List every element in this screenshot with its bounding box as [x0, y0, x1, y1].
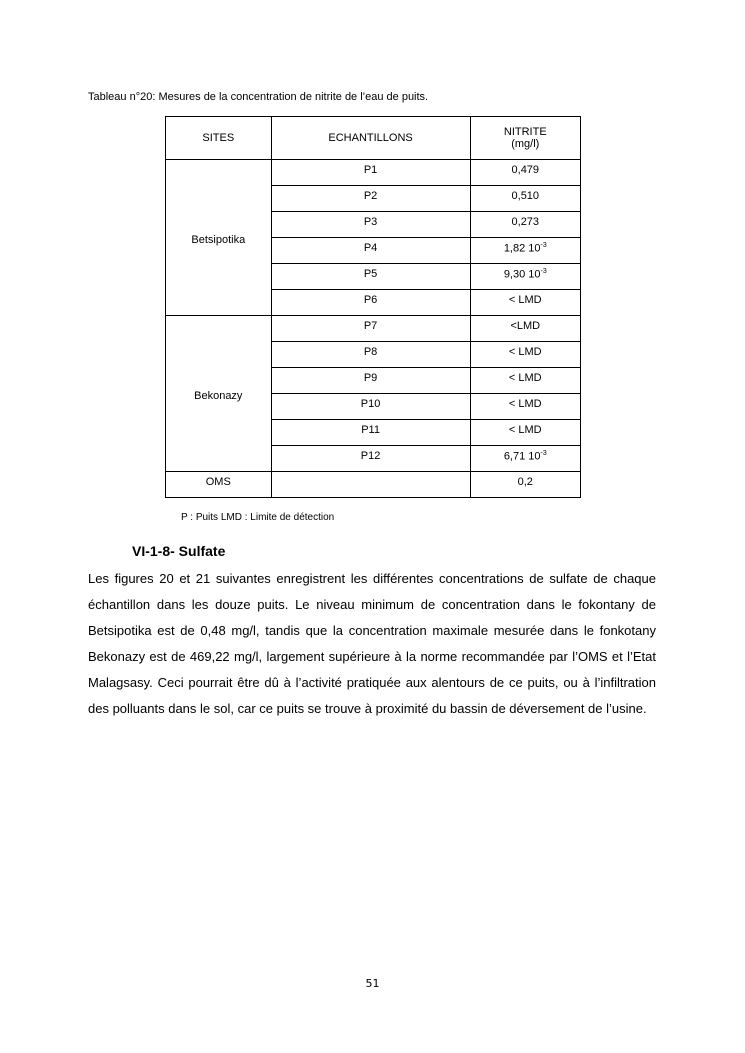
nitrite-exponent: -3: [540, 242, 547, 249]
nitrite-value-cell: [470, 186, 580, 212]
table-header-row: [166, 117, 581, 160]
table-caption: Tableau n°20: Mesures de la concentration de nitrite de l’eau de puits.: [88, 91, 429, 103]
nitrite-value-cell: [470, 420, 580, 446]
nitrite-value: 6,71 10: [503, 450, 541, 463]
oms-site-cell: OMS: [166, 472, 272, 498]
nitrite-value: 9,30 10: [503, 268, 541, 281]
sample-cell: P11: [271, 420, 470, 446]
nitrite-value: 0,273: [511, 216, 540, 228]
header-sites: SITES: [166, 117, 272, 160]
nitrite-value-cell: [470, 394, 580, 420]
nitrite-value: < LMD: [508, 398, 542, 410]
sample-cell: P4: [271, 238, 470, 264]
nitrite-value-cell: [470, 212, 580, 238]
header-nitrite: [470, 117, 580, 160]
nitrite-value: <LMD: [510, 320, 541, 332]
table-row: [166, 160, 581, 186]
sample-cell: P12: [271, 446, 470, 472]
sample-cell: P6: [271, 290, 470, 316]
sample-cell: P5: [271, 264, 470, 290]
sample-cell: P2: [271, 186, 470, 212]
nitrite-exponent: -3: [540, 268, 547, 275]
nitrite-value: < LMD: [508, 346, 542, 358]
table-legend: P : Puits LMD : Limite de détection: [181, 512, 335, 523]
nitrite-value: 0,510: [511, 190, 540, 202]
header-nitrite-unit: (mg/l): [511, 138, 540, 150]
nitrite-value: < LMD: [508, 294, 542, 306]
section-title: VI-1-8- Sulfate: [132, 543, 226, 559]
site-cell: Betsipotika: [166, 160, 272, 316]
sample-cell: P1: [271, 160, 470, 186]
sample-cell: P3: [271, 212, 470, 238]
nitrite-value-cell: [470, 446, 580, 472]
nitrite-value-cell: [470, 290, 580, 316]
nitrite-value: < LMD: [508, 424, 542, 436]
page-number: 51: [365, 977, 380, 990]
nitrite-value-cell: [470, 238, 580, 264]
sample-cell: P9: [271, 368, 470, 394]
nitrite-value-cell: [470, 160, 580, 186]
sample-cell: P10: [271, 394, 470, 420]
nitrite-value-cell: [470, 368, 580, 394]
sample-cell: P8: [271, 342, 470, 368]
nitrite-value: 1,82 10: [503, 242, 541, 255]
site-cell: Bekonazy: [166, 316, 272, 472]
nitrite-value-cell: [470, 264, 580, 290]
nitrite-table: [165, 116, 581, 498]
table-body: [166, 160, 581, 498]
oms-sample-cell: [271, 472, 470, 498]
nitrite-exponent: -3: [540, 450, 547, 457]
oms-row: [166, 472, 581, 498]
oms-value-cell: 0,2: [470, 472, 580, 498]
body-paragraph: Les figures 20 et 21 suivantes enregistrent les différentes concentrations de sulfate de chaque échantillon dans les douze puits. Le niveau minimum de concentration dans le fokontany de Betsipotika est de 0,48 mg/l, tandis que la concentration maximale mesurée dans le fonkotany Bekonazy est de 469,22 mg/l, largement supérieure à la norme recommandée par l’OMS et l’Etat Malagsasy. Ceci pourrait être dû à l’activité pratiquée aux alentours de ce puits, ou à l’infiltration des polluants dans le sol, car ce puits se trouve à proximité du bassin de déversement de l’usine.: [88, 571, 656, 716]
table-row: [166, 316, 581, 342]
nitrite-value: 0,479: [511, 164, 540, 176]
header-echantillons: ECHANTILLONS: [271, 117, 470, 160]
header-nitrite-label: NITRITE: [503, 126, 547, 138]
nitrite-value-cell: [470, 316, 580, 342]
nitrite-value-cell: [470, 342, 580, 368]
nitrite-value: < LMD: [508, 372, 542, 384]
sample-cell: P7: [271, 316, 470, 342]
